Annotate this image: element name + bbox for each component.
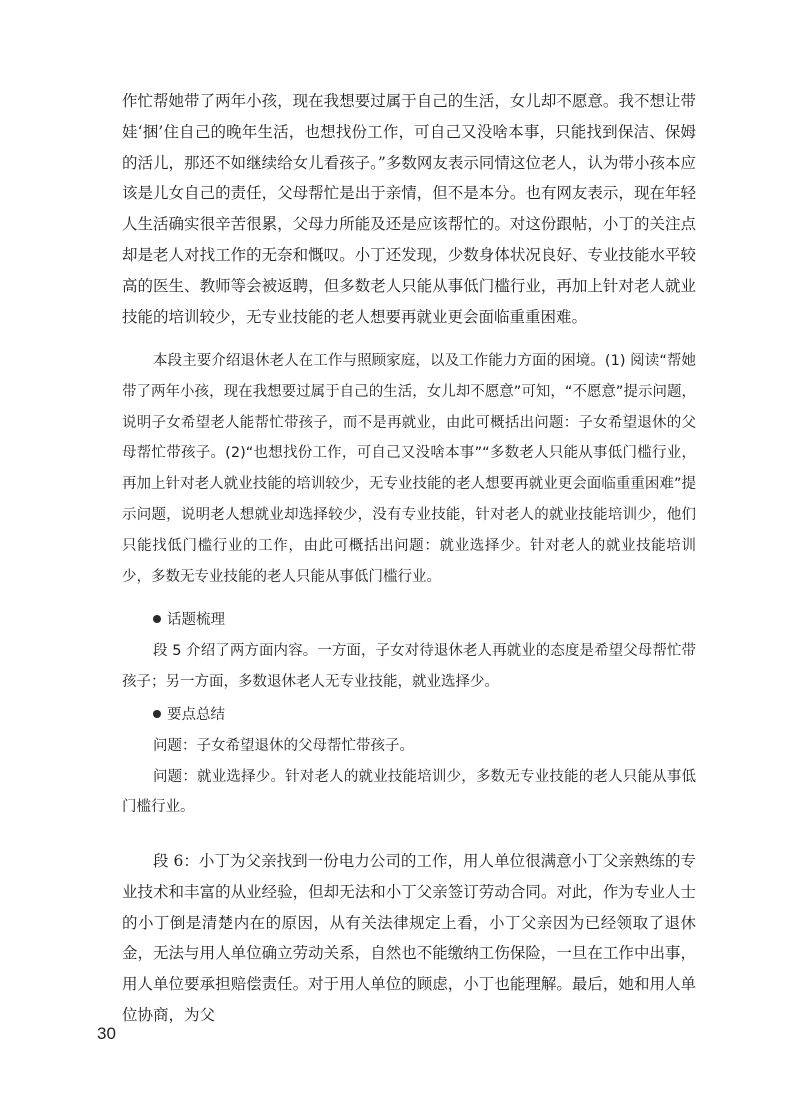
topic-heading: 话题梳理	[167, 612, 225, 628]
story-paragraph: 作忙帮她带了两年小孩，现在我想要过属于自己的生活，女儿却不愿意。我不想让带娃‘捆’住自己的晚年生活，也想找份工作，可自己又没啥本事，只能找到保洁、保姆的活儿，那还不如继续给女儿看孩子。”多数网友表示同情这位老人，认为带小孩本应该是儿女自己的责任，父母帮忙是出于亲情，但不是本分。也有网友表示，现在年轻人生活确实很辛苦很累，父母力所能及还是应该帮忙的。对这份跟帖，小丁的关注点却是老人对找工作的无奈和慨叹。小丁还发现，少数身体状况良好、专业技能水平较高的医生、教师等会被返聘，但多数老人只能从事低门槛行业，再加上针对老人就业技能的培训较少，无专业技能的老人想要再就业更会面临重重困难。	[122, 92, 696, 326]
section6-paragraph: 段 6：小丁为父亲找到一份电力公司的工作，用人单位很满意小丁父亲熟练的专业技术和丰富的从业经验，但却无法和小丁父亲签订劳动合同。对此，作为专业人士的小丁倒是清楚内在的原因，从有关法律规定上看，小丁父亲因为已经领取了退休金，无法与用人单位确立劳动关系，自然也不能缴纳工伤保险，一旦在工作中出事，用人单位要承担赔偿责任。对于用人单位的顾虑，小丁也能理解。最后，她和用人单位协商，为父	[122, 852, 696, 1024]
story-paragraph-block	[122, 86, 696, 332]
topic-paragraph: 段 5 介绍了两方面内容。一方面，子女对待退休老人再就业的态度是希望父母帮忙带孩子；另一方面，多数退休老人无专业技能，就业选择少。	[122, 642, 696, 690]
topic-heading-line	[122, 605, 696, 636]
summary-item: 问题：就业选择少。针对老人的就业技能培训少，多数无专业技能的老人只能从事低门槛行业。	[122, 768, 696, 816]
section6-block	[122, 846, 696, 1031]
summary-heading-line	[122, 700, 696, 731]
summary-item: 问题：子女希望退休的父母帮忙带孩子。	[153, 737, 414, 754]
summary-section	[122, 700, 696, 823]
summary-heading: 要点总结	[167, 707, 225, 723]
analysis-block	[122, 346, 696, 592]
bullet-icon	[153, 710, 161, 718]
topic-section	[122, 605, 696, 697]
page-number: 30	[97, 1024, 116, 1043]
bullet-icon	[153, 615, 161, 623]
analysis-paragraph: 本段主要介绍退休老人在工作与照顾家庭，以及工作能力方面的困境。(1) 阅读“帮她带了两年小孩，现在我想要过属于自己的生活，女儿却不愿意”可知，“不愿意”提示问题，说明子女希望老人能帮忙带孩子，而不是再就业，由此可概括出问题：子女希望退休的父母帮忙带孩子。(2)“也想找份工作，可自己又没啥本事”“多数老人只能从事低门槛行业，再加上针对老人就业技能的培训较少，无专业技能的老人想要再就业更会面临重重困难”提示问题，说明老人想就业却选择较少，没有专业技能，针对老人的就业技能培训少，他们只能找低门槛行业的工作，由此可概括出问题：就业选择少。针对老人的就业技能培训少，多数无专业技能的老人只能从事低门槛行业。	[122, 353, 696, 585]
